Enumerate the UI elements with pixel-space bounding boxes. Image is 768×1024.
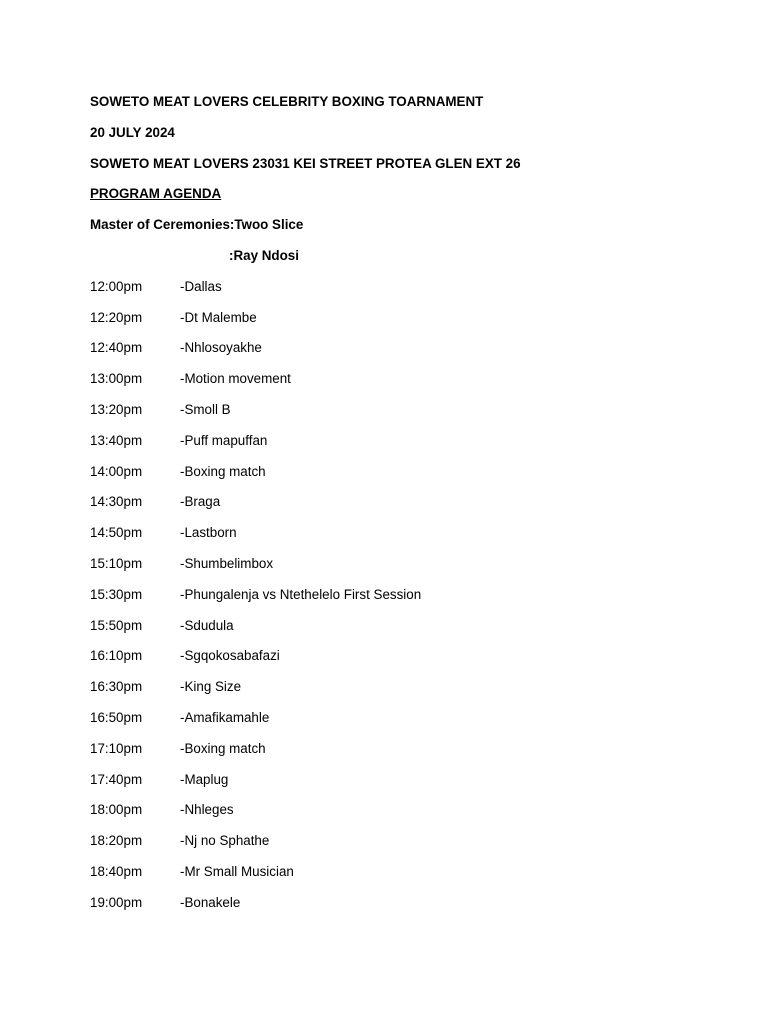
agenda-time: 15:10pm	[90, 555, 143, 571]
agenda-act: -Dallas	[180, 278, 222, 294]
mc-line-2: :Ray Ndosi	[229, 247, 299, 263]
agenda-time: 18:40pm	[90, 863, 143, 879]
agenda-row	[90, 893, 730, 924]
agenda-row	[90, 369, 730, 400]
agenda-row	[90, 800, 730, 831]
agenda-time: 12:40pm	[90, 340, 143, 356]
agenda-act: -Motion movement	[180, 371, 291, 387]
agenda-row	[90, 739, 730, 770]
agenda-act: -Maplug	[180, 771, 229, 787]
agenda-time: 18:20pm	[90, 833, 143, 849]
agenda-time: 14:30pm	[90, 494, 143, 510]
mc-line-1: Master of Ceremonies:Twoo Slice	[90, 217, 304, 233]
agenda-act: -Nj no Sphathe	[180, 833, 270, 849]
agenda-act: -Mr Small Musician	[180, 863, 294, 879]
agenda-act: -Amafikamahle	[180, 709, 270, 725]
agenda-row	[90, 277, 730, 308]
agenda-row	[90, 431, 730, 462]
agenda-act: -Phungalenja vs Ntethelelo First Session	[180, 586, 422, 602]
agenda-time: 13:00pm	[90, 371, 143, 387]
event-venue: SOWETO MEAT LOVERS 23031 KEI STREET PROTEA GLEN EXT 26	[90, 155, 521, 171]
agenda-time: 17:10pm	[90, 740, 143, 756]
agenda-act: -Nhlosoyakhe	[180, 340, 262, 356]
agenda-act: -Shumbelimbox	[180, 555, 274, 571]
agenda-time: 15:50pm	[90, 617, 143, 633]
agenda-row	[90, 308, 730, 339]
agenda-act: -Bonakele	[180, 894, 241, 910]
agenda-time: 14:00pm	[90, 463, 143, 479]
agenda-row	[90, 554, 730, 585]
agenda-act: -Puff mapuffan	[180, 432, 268, 448]
agenda-act: -Sgqokosabafazi	[180, 648, 280, 664]
agenda-act: -Lastborn	[180, 525, 237, 541]
agenda-time: 19:00pm	[90, 894, 143, 910]
agenda-row	[90, 646, 730, 677]
agenda-row	[90, 677, 730, 708]
agenda-time: 12:20pm	[90, 309, 143, 325]
agenda-act: -Nhleges	[180, 802, 234, 818]
agenda-row	[90, 831, 730, 862]
agenda-row	[90, 585, 730, 616]
agenda-act: -Boxing match	[180, 463, 266, 479]
agenda-act: -Sdudula	[180, 617, 234, 633]
document-page	[90, 92, 730, 924]
program-heading-text: PROGRAM AGENDA	[90, 186, 222, 202]
agenda-time: 15:30pm	[90, 586, 143, 602]
agenda-row	[90, 400, 730, 431]
agenda-time: 17:40pm	[90, 771, 143, 787]
agenda-list	[90, 277, 730, 924]
agenda-time: 16:10pm	[90, 648, 143, 664]
agenda-time: 14:50pm	[90, 525, 143, 541]
agenda-act: -Braga	[180, 494, 221, 510]
agenda-row	[90, 708, 730, 739]
agenda-act: -Boxing match	[180, 740, 266, 756]
event-date: 20 JULY 2024	[90, 124, 175, 140]
agenda-row	[90, 492, 730, 523]
event-title: SOWETO MEAT LOVERS CELEBRITY BOXING TOARNAMENT	[90, 94, 484, 109]
agenda-act: -Smoll B	[180, 401, 231, 417]
agenda-row	[90, 338, 730, 369]
agenda-time: 12:00pm	[90, 278, 143, 294]
agenda-row	[90, 770, 730, 801]
agenda-act: -King Size	[180, 679, 242, 695]
agenda-time: 18:00pm	[90, 802, 143, 818]
agenda-time: 13:20pm	[90, 401, 143, 417]
agenda-row	[90, 616, 730, 647]
agenda-row	[90, 523, 730, 554]
agenda-row	[90, 462, 730, 493]
agenda-act: -Dt Malembe	[180, 309, 257, 325]
agenda-time: 16:50pm	[90, 709, 143, 725]
agenda-time: 16:30pm	[90, 679, 143, 695]
agenda-row	[90, 862, 730, 893]
agenda-time: 13:40pm	[90, 432, 143, 448]
program-heading	[90, 184, 730, 215]
